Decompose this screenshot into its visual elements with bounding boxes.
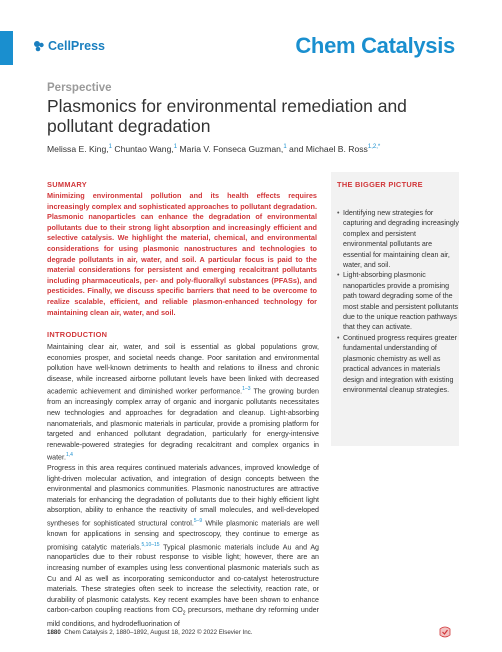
author-affiliation[interactable]: 1 xyxy=(108,144,112,151)
citation-link[interactable]: 1–3 xyxy=(242,386,251,393)
author-affiliation[interactable]: 1 xyxy=(283,144,287,151)
journal-name: Chem Catalysis xyxy=(295,33,455,58)
author-name[interactable]: Melissa E. King, xyxy=(47,144,109,154)
paragraph-text: Progress in this area requires continued materials advances, improved knowledge of light-driven molecular activation, and integration of design concepts between the environmental and plasmonics communities. Plasmonic nanostructures are attractive materials for enhancing the degradation of pollutants due to their highly efficient light absorption, ability to enhance the reactivity of small molecules, and well-developed syntheses for sophisticated structural control. xyxy=(47,464,319,528)
journal-color-tab xyxy=(0,31,13,65)
summary-heading: SUMMARY xyxy=(47,180,88,189)
introduction-paragraph-1 xyxy=(47,342,319,463)
article-type: Perspective xyxy=(47,82,112,94)
list-item xyxy=(337,208,459,270)
author-affiliation[interactable]: 1 xyxy=(173,144,178,151)
paragraph-text: The growing burden from an increasingly complex array of organic and inorganic pollutants necessitates new technologies and approaches for degradation and cleanup. Light-absorbing nanomaterials, and plasmonic materials in particular, provide a promising platform for targeted and enhanced pollutant degradation, particularly for energy-intensive renewable-powered strategies for degrading recalcitrant and complex organics in water. xyxy=(47,387,319,462)
author-name[interactable]: and Michael B. Ross xyxy=(289,144,368,154)
introduction-paragraph-2 xyxy=(47,463,319,630)
introduction-heading: INTRODUCTION xyxy=(47,330,108,339)
list-item xyxy=(337,333,459,395)
citation-link[interactable]: 5,10–15 xyxy=(141,541,160,548)
bullet-icon: • xyxy=(337,209,340,217)
author-list xyxy=(47,144,380,154)
page-footer xyxy=(47,629,252,636)
paragraph-text: While plasmonic materials are well known for applications in sensing and spectroscopy, they continue to emerge as promising catalytic materials. xyxy=(47,519,319,551)
author-name[interactable]: Chuntao Wang, xyxy=(114,144,174,154)
citation-link[interactable]: 5–9 xyxy=(193,517,203,524)
bullet-icon: • xyxy=(337,271,340,280)
list-item-text: Identifying new strategies for capturing and degrading increasingly complex and persistent environmental pollutants are essential for maintaining clean air, water, and soil. xyxy=(343,209,459,270)
author-affiliation[interactable]: 1,2,* xyxy=(367,144,381,151)
list-item-text: Light-absorbing plasmonic nanoparticles provide a promising path toward degrading some of the most stable and persistent pollutants due to the unique reaction pathways that they can activate. xyxy=(343,271,459,332)
page-number: 1880 xyxy=(47,629,61,636)
article-title: Plasmonics for environmental remediation and pollutant degradation xyxy=(47,96,407,136)
paragraph-text: Maintaining clear air, water, and soil is essential as global populations grow, economies prosper, and societal needs change. Poor sanitation and environmental pollution have well-known detriments to health and relations to illness and chronic disease, while increased airborne pollutant levels have been linked with decreased academic achievement and diminished worker performance. xyxy=(47,343,319,396)
citation-link[interactable]: 1,4 xyxy=(65,452,73,459)
paragraph-text: precursors, methane dry reforming under mild conditions, and hydrodefluorination of xyxy=(47,606,319,629)
bigger-picture-list xyxy=(337,208,459,395)
bigger-picture-heading: THE BIGGER PICTURE xyxy=(337,180,423,189)
paragraph-text: Typical plasmonic materials include Au and Ag nanoparticles due to their robust response to visible light; however, there are an increasing number of examples using less conventional plasmonic materials such as Cu and Al as well as incorporating semiconductor and co-catalyst heterostructure materials. These strategies often seek to increase the selectivity, reaction rate, or durability of plasmonic catalysts. Key recent examples have been shown to enhance carbon-carbon coupling reactions from CO xyxy=(47,542,319,615)
footer-citation: Chem Catalysis 2, 1880–1892, August 18, 2022 © 2022 Elsevier Inc. xyxy=(64,629,253,636)
author-name[interactable]: Maria V. Fonseca Guzman, xyxy=(179,144,284,154)
cellpress-logo xyxy=(33,39,105,53)
cellpress-mark-icon xyxy=(33,40,45,52)
bullet-icon: • xyxy=(337,333,340,342)
subscript: 2 xyxy=(182,610,186,617)
check-for-updates-icon[interactable] xyxy=(438,624,452,640)
summary-text: Minimizing environmental pollution and its health effects requires increasingly complex and sophisticated approaches to pollutant degradation. Plasmonic nanoparticles can enhance the degradation of environmental pollutants due to their strong light absorption and increasingly efficient and selective catalysis. We highlight the material, chemical, and environmental considerations for using plasmonic nanostructures and technologies to degrade pollutants in air, water, and soil. A particular focus is paid to the material considerations for persistent and emerging recalcitrant pollutants including pharmaceuticals, per- and poly-fluoralkyl substances (PFASs), and pesticides. Finally, we discuss specific barriers that need to be overcome to realize scalable, efficient, and reliable plasmon-enhanced technology for maintaining clean air, water, and soil. xyxy=(47,191,317,317)
list-item xyxy=(337,270,459,332)
publisher-name: CellPress xyxy=(48,39,105,53)
list-item-text: Continued progress requires greater fundamental understanding of plasmonic chemistry as well as practical advances in materials design and integration with existing environmental cleanup strategies. xyxy=(343,333,457,394)
